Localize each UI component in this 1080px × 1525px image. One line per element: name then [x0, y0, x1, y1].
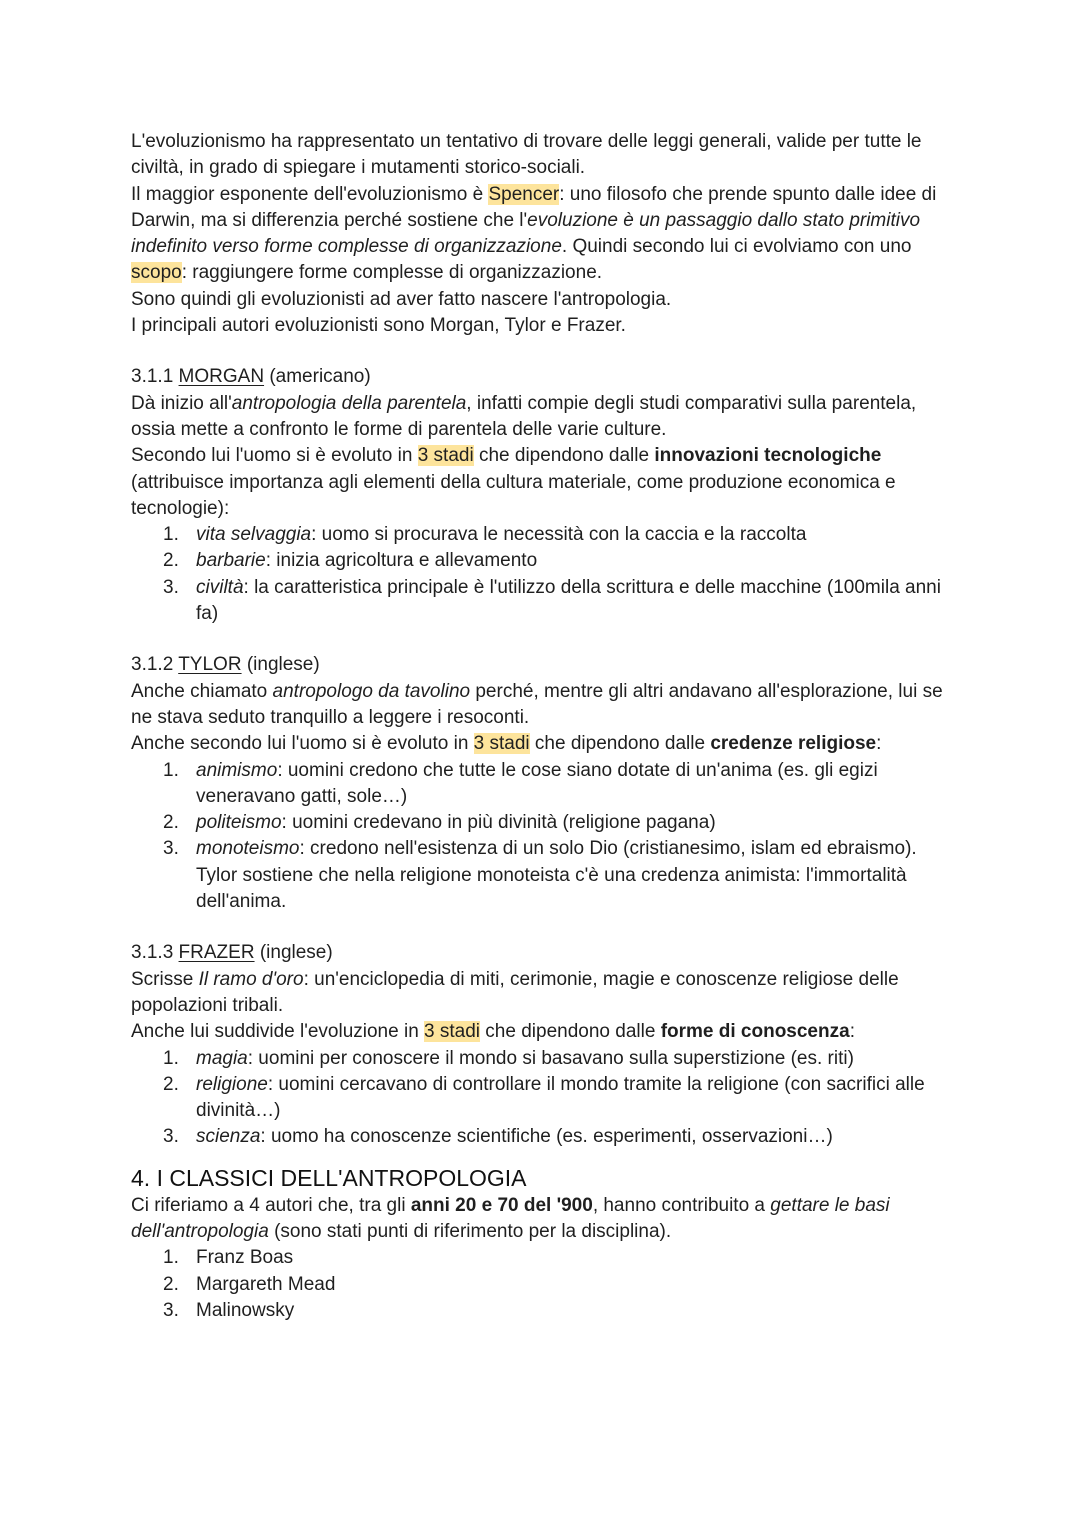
- frazer-paragraph-2: [131, 1019, 951, 1045]
- list-text: : uomini cercavano di controllare il mondo tramite la religione (con sacrifici alle divinità…): [196, 1073, 925, 1122]
- bold-text: innovazioni tecnologiche: [654, 445, 882, 467]
- list-number: 1.: [163, 1047, 179, 1069]
- author-name: TYLOR: [178, 654, 242, 676]
- text: Anche secondo lui l'uomo si è evoluto in: [131, 733, 474, 755]
- section-number: 3.1.3: [131, 942, 179, 964]
- italic-text: antropologo da tavolino: [272, 680, 471, 702]
- list-number: 1.: [163, 759, 179, 781]
- frazer-paragraph-1: [131, 967, 951, 1020]
- intro-text: I principali autori evoluzionisti sono Morgan, Tylor e Frazer.: [131, 315, 626, 337]
- tylor-paragraph-1: [131, 679, 951, 732]
- highlight-3-stadi: 3 stadi: [473, 733, 530, 755]
- intro-paragraph-1: [131, 129, 951, 182]
- intro-text: : uno filosofo che prende spunto dalle idee di Darwin, ma si differenzia perché sostiene che l': [131, 183, 937, 231]
- intro-text: Il maggior esponente dell'evoluzionismo è: [131, 183, 489, 205]
- text: :: [849, 1021, 855, 1043]
- list-number: 1.: [163, 524, 179, 546]
- nationality: (americano): [264, 366, 371, 388]
- text: che dipendono dalle: [480, 1021, 661, 1043]
- list-term: religione: [196, 1073, 268, 1095]
- highlight-3-stadi: 3 stadi: [417, 445, 474, 467]
- list-number: 2.: [163, 1273, 179, 1295]
- tylor-stages-list: [131, 758, 951, 916]
- text: : un'enciclopedia di miti, cerimonie, magie e conoscenze religiose delle popolazioni tribali.: [131, 968, 899, 1016]
- section-number: 3.1.1: [131, 366, 179, 388]
- bold-text: anni 20 e 70 del '900: [410, 1194, 593, 1216]
- list-term: monoteismo: [196, 838, 300, 860]
- text: , hanno contribuito a: [592, 1194, 771, 1216]
- morgan-paragraph-1: [131, 391, 951, 444]
- text: (sono stati punti di riferimento per la disciplina).: [268, 1220, 672, 1242]
- author-name: FRAZER: [178, 942, 255, 964]
- intro-paragraph-3: [131, 287, 951, 313]
- list-term: barbarie: [196, 550, 266, 572]
- intro-italic: evoluzione è un passaggio dallo stato primitivo indefinito verso forme complesse di organizzazione: [131, 209, 921, 258]
- list-text: Franz Boas: [196, 1247, 294, 1269]
- text: , infatti compie degli studi comparativi sulla parentela, ossia mette a confronto le forme di parentela delle varie culture.: [131, 392, 917, 440]
- intro-text: Sono quindi gli evoluzionisti ad aver fatto nascere l'antropologia.: [131, 288, 672, 310]
- list-number: 2.: [163, 550, 179, 572]
- text: perché, mentre gli altri andavano all'esplorazione, lui se ne stava seduto tranquillo a leggere i resoconti.: [131, 680, 943, 728]
- italic-text: Il ramo d'oro: [198, 968, 304, 990]
- text: Scrisse: [131, 968, 199, 990]
- list-text: : uomini credevano in più divinità (religione pagana): [281, 812, 716, 834]
- list-text: : uomo si procurava le necessità con la caccia e la raccolta: [311, 524, 807, 546]
- list-number: 3.: [163, 838, 179, 860]
- list-term: magia: [196, 1047, 248, 1069]
- classici-paragraph-1: [131, 1193, 951, 1246]
- list-item: [163, 836, 951, 915]
- list-note: Tylor sostiene che nella religione monoteista c'è una credenza animista: l'immortalità dell'anima.: [196, 864, 907, 913]
- text: Ci riferiamo a 4 autori che, tra gli: [131, 1194, 411, 1216]
- intro-text: L'evoluzionismo ha rappresentato un tentativo di trovare delle leggi generali, valide per tutte le civiltà, in grado di spiegare i mutamenti storico-sociali.: [131, 131, 922, 179]
- morgan-stages-list: [131, 522, 951, 627]
- text: Secondo lui l'uomo si è evoluto in: [131, 445, 418, 467]
- list-term: scienza: [196, 1126, 261, 1148]
- intro-text: : raggiungere forme complesse di organizzazione.: [181, 262, 603, 284]
- list-item: [163, 810, 951, 836]
- list-item: [163, 1046, 951, 1072]
- intro-text: . Quindi secondo lui ci evolviamo con uno: [561, 236, 912, 258]
- document-page: [131, 129, 951, 1324]
- morgan-paragraph-2: [131, 443, 951, 522]
- nationality: (inglese): [254, 942, 333, 964]
- list-text: : uomini credono che tutte le cose siano dotate di un'anima (es. gli egizi veneravano gatti, sole…): [196, 759, 878, 807]
- list-text: : la caratteristica principale è l'utilizzo della scrittura e delle macchine (100mila anni fa): [196, 576, 941, 625]
- list-item: [163, 1245, 951, 1271]
- list-number: 1.: [163, 1247, 179, 1269]
- list-text: : uomo ha conoscenze scientifiche (es. esperimenti, osservazioni…): [260, 1126, 833, 1148]
- highlight-scopo: scopo: [131, 262, 182, 284]
- list-number: 3.: [163, 1126, 179, 1148]
- section-heading-morgan: [131, 364, 951, 390]
- text: che dipendono dalle: [473, 445, 655, 467]
- list-number: 3.: [163, 576, 179, 598]
- list-text: : uomini per conoscere il mondo si basavano sulla superstizione (es. riti): [247, 1047, 854, 1069]
- frazer-stages-list: [131, 1046, 951, 1151]
- italic-text: gettare le basi dell'antropologia: [131, 1194, 890, 1242]
- list-item: [163, 1298, 951, 1324]
- section-heading-tylor: [131, 652, 951, 678]
- list-number: 3.: [163, 1299, 179, 1321]
- list-term: animismo: [196, 759, 278, 781]
- text: (attribuisce importanza agli elementi della cultura materiale, come produzione economica e tecnologie):: [131, 471, 896, 519]
- list-text: : credono nell'esistenza di un solo Dio (cristianesimo, islam ed ebraismo).: [299, 838, 917, 860]
- list-item: [163, 575, 951, 628]
- intro-paragraph-4: [131, 313, 951, 339]
- section-heading-frazer: [131, 940, 951, 966]
- list-text: Malinowsky: [196, 1299, 295, 1321]
- list-item: [163, 548, 951, 574]
- list-item: [163, 1124, 951, 1150]
- bold-text: credenze religiose: [710, 733, 877, 755]
- text: Anche chiamato: [131, 680, 273, 702]
- section-number: 3.1.2: [131, 654, 179, 676]
- list-item: [163, 522, 951, 548]
- nationality: (inglese): [241, 654, 320, 676]
- text: che dipendono dalle: [529, 733, 711, 755]
- list-text: : inizia agricoltura e allevamento: [265, 550, 538, 572]
- text: Anche lui suddivide l'evoluzione in: [131, 1021, 425, 1043]
- list-number: 2.: [163, 1073, 179, 1095]
- bold-text: forme di conoscenza: [660, 1021, 850, 1043]
- text: :: [876, 733, 882, 755]
- tylor-paragraph-2: [131, 731, 951, 757]
- intro-paragraph-2: [131, 182, 951, 287]
- chapter-heading: 4. I CLASSICI DELL'ANTROPOLOGIA: [131, 1164, 527, 1191]
- italic-text: antropologia della parentela: [231, 392, 467, 414]
- list-item: [163, 758, 951, 811]
- classici-authors-list: [131, 1245, 951, 1324]
- list-term: civiltà: [196, 576, 244, 598]
- list-number: 2.: [163, 812, 179, 834]
- text: Dà inizio all': [131, 392, 232, 414]
- list-term: politeismo: [196, 812, 282, 834]
- highlight-3-stadi: 3 stadi: [424, 1021, 481, 1043]
- highlight-spencer: Spencer: [488, 183, 560, 205]
- list-term: vita selvaggia: [196, 524, 312, 546]
- author-name: MORGAN: [178, 366, 265, 388]
- list-text: Margareth Mead: [196, 1273, 336, 1295]
- list-item: [163, 1272, 951, 1298]
- list-item: [163, 1072, 951, 1125]
